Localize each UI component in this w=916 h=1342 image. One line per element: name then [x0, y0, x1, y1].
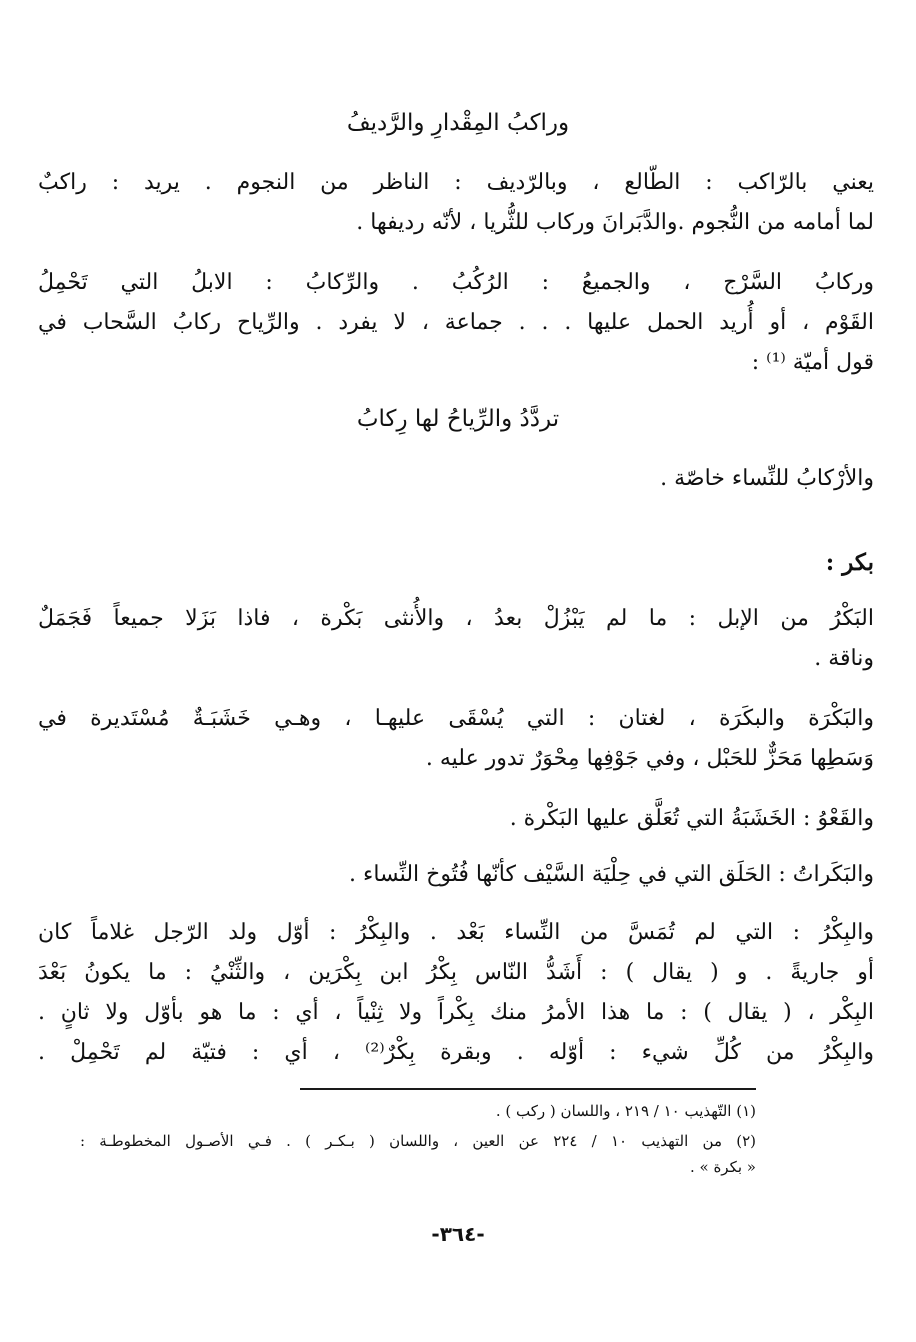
paragraph-5-line-2: وَسَطِها مَحَزٌّ للحَبْل ، وفي جَوْفِها مِحْوَرٌ تدور عليه . — [425, 746, 874, 771]
paragraph-2-line-1: وركابُ السَّرْج ، والجميعُ : الرُكُبُ . والرِّكابُ : الابلُ التي تَحْمِلُ — [38, 270, 874, 295]
paragraph-7: والبَكَراتُ : الحَلَق التي في حِلْيَة السَّيْف كأنّها فُتُوخ النِّساء . — [349, 862, 874, 887]
entry-heading: بكر : — [825, 549, 874, 576]
footnote-1: (١) التّهذيب ١٠ / ٢١٩ ، واللسان ( ركب ) . — [495, 1102, 756, 1120]
footnote-2-line-1: (٢) من التهذيب ١٠ / ٢٢٤ عن العين ، واللسان ( بـكـر ) . فـي الأصـول المخطوطـة : — [80, 1132, 756, 1150]
paragraph-8-line-1: والبِكْرُ : التي لم تُمَسَّ من النِّساء بَعْد . والبِكْرُ : أوّل ولد الرّجل غلاماً كان — [38, 920, 874, 945]
paragraph-4-line-2: وناقة . — [814, 646, 874, 671]
paragraph-2-line-3: قول أميّة ⁽¹⁾ : — [751, 350, 874, 375]
page-number: -٣٦٤- — [431, 1222, 485, 1246]
paragraph-8-line-3: البِكْر ، ( يقال ) : ما هذا الأمرُ منك بِكْراً ولا ثِنْياً ، أي : ما هو بأوّل ولا ثانٍ . — [38, 1000, 874, 1025]
paragraph-4-line-1: البَكْرُ من الإبل : ما لم يَبْزُلْ بعدُ ، والأُنثى بَكْرة ، فاذا بَزَلا جميعاً فَجَمَلٌ — [38, 606, 874, 631]
footnote-2-line-2: « بكرة » . — [689, 1158, 756, 1176]
paragraph-5-line-1: والبَكْرَة والبكَرَة ، لغتان : التي يُسْقَى عليهـا ، وهـي خَشَبَـةٌ مُسْتَديرة في — [38, 706, 874, 731]
paragraph-8-line-4: والبِكْرُ من كُلِّ شيء : أوّله . وبقرة بِكْرٌ⁽²⁾ ، أي : فتيّة لم تَحْمِلْ . — [38, 1040, 874, 1065]
paragraph-6: والقَعْوُ : الخَشَبَةُ التي تُعَلَّق عليها البَكْرة . — [509, 806, 874, 831]
paragraph-1-line-1: يعني بالرّاكب : الطّالع ، وبالرّديف : الناظر من النجوم . يريد : راكبٌ — [38, 170, 874, 195]
footnote-divider — [300, 1088, 756, 1090]
paragraph-3: والأرْكابُ للنِّساء خاصّة . — [660, 466, 874, 491]
verse-line-1: وراكبُ المِقْدارِ والرَّديفُ — [346, 110, 570, 136]
paragraph-2-line-2: القَوْم ، أو أُريد الحمل عليها . . . جماعة ، لا يفرد . والرِّياح ركابُ السَّحاب في — [38, 310, 874, 335]
paragraph-1-line-2: لما أمامه من النُّجوم .والدَّبَرانَ وركاب للثُّريا ، لأنّه رديفها . — [356, 210, 874, 235]
verse-line-2: تردَّدُ والرِّياحُ لها رِكابُ — [356, 406, 560, 432]
paragraph-8-line-2: أو جاريةً . و ( يقال ) : أَشَدُّ النّاس بِكْرُ ابن بِكْرَين ، والثِّنْيُ : ما يكونُ بَعْدَ — [38, 960, 874, 985]
